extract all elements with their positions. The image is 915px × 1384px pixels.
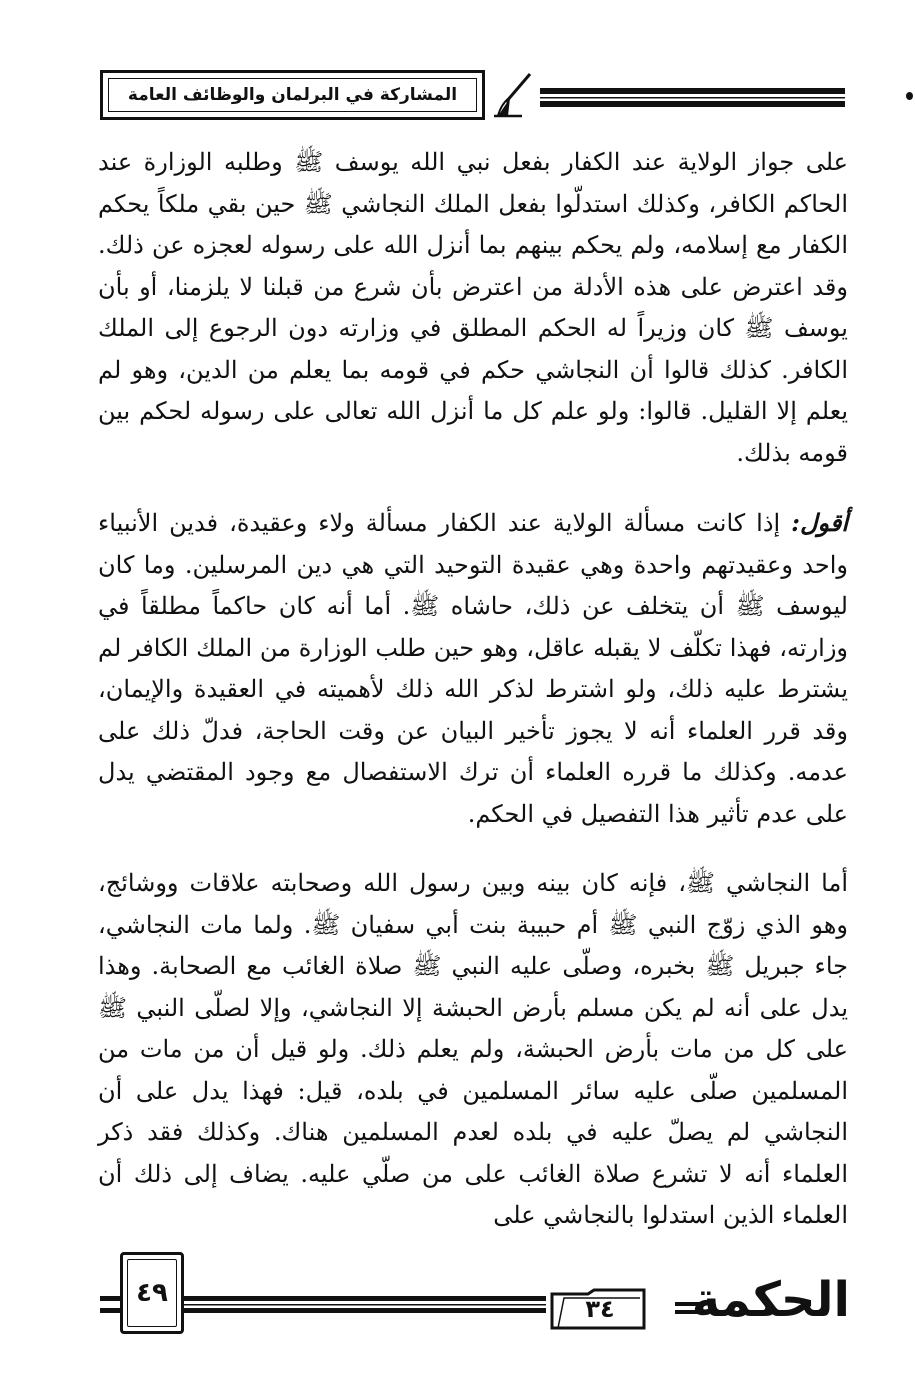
article-body — [98, 142, 848, 1237]
chapter-title-box — [100, 70, 485, 120]
page-footer — [100, 1252, 850, 1342]
page-number-box — [120, 1252, 184, 1334]
page-header — [100, 70, 845, 124]
paragraph-2-lead: أقول: — [791, 508, 848, 537]
issue-number: ٣٤ — [585, 1295, 615, 1323]
chapter-title: المشاركة في البرلمان والوظائف العامة — [127, 85, 458, 105]
margin-mark — [906, 92, 913, 100]
paragraph-1-text: على جواز الولاية عند الكفار بفعل نبي الله يوسف ﷺ وطلبه الوزارة عند الحاكم الكافر، وكذلك استدلّوا بفعل الملك النجاشي ﷺ حين بقي ملكاً يحكم الكفار مع إسلامه، ولم يحكم بينهم بما أنزل الله على رسوله لعجزه عن ذلك. وقد اعترض على هذه الأدلة من اعترض بأن شرع من قبلنا لا يلزمنا، أو بأن يوسف ﷺ كان وزيراً له الحكم المطلق في وزارته دون الرجوع إلى الملك الكافر. كذلك قالوا أن النجاشي حكم في قومه بما يعلم من الدين، وهو لم يعلم إلا القليل. قالوا: ولو علم كل ما أنزل الله تعالى على رسوله لحكم بين قومه بذلك. — [98, 148, 849, 467]
header-divider — [540, 84, 845, 110]
paragraph-1 — [98, 142, 848, 474]
paragraph-3-text: أما النجاشي ﷺ، فإنه كان بينه وبين رسول الله وصحابته علاقات ووشائج، وهو الذي زوّج النبي ﷺ أم حبيبة بنت أبي سفيان ﷺ. ولما مات النجاشي، جاء جبريل ﷺ بخبره، وصلّى عليه النبي ﷺ صلاة الغائب مع الصحابة. وهذا يدل على أنه لم يكن مسلم بأرض الحبشة إلا النجاشي، وإلا لصلّى النبي ﷺ على كل من مات بأرض الحبشة، ولم يعلم ذلك. ولو قيل أن من مات من المسلمين صلّى عليه سائر المسلمين في بلده، قيل: فهذا يدل على أن النجاشي لم يصلّ عليه في بلده لعدم المسلمين هناك. وكذلك فقد ذكر العلماء أنه لا تشرع صلاة الغائب على من صلّي عليه. يضاف إلى ذلك أن العلماء الذين استدلوا بالنجاشي على — [98, 869, 849, 1229]
chapter-title-frame — [108, 78, 477, 112]
paragraph-2-text: إذا كانت مسألة الولاية عند الكفار مسألة ولاء وعقيدة، فدين الأنبياء واحد وعقيدتهم واحدة وهي عقيدة التوحيد التي هي دين المرسلين. وما كان ليوسف ﷺ أن يتخلف عن ذلك، حاشاه ﷺ. أما أنه كان حاكماً مطلقاً في وزارته، فهذا تكلّف لا يقبله عاقل، وهو حين طلب الوزارة من الملك الكافر لم يشترط عليه ذلك، ولو اشترط لذكر الله ذلك لأهميته في العقيدة والإيمان، وقد قرر العلماء أنه لا يجوز تأخير البيان عن وقت الحاجة، فدلّ ذلك على عدمه. وكذلك ما قرره العلماء أن ترك الاستفصال مع وجود المقتضي يدل على عدم تأثير هذا التفصيل في الحكم. — [98, 509, 848, 828]
paragraph-2 — [98, 502, 848, 835]
magazine-logo: الحكمة — [691, 1272, 850, 1328]
page-number-frame — [127, 1259, 177, 1327]
page-number: ٤٩ — [136, 1278, 168, 1308]
paragraph-3 — [98, 863, 848, 1237]
pen-icon — [492, 72, 534, 118]
